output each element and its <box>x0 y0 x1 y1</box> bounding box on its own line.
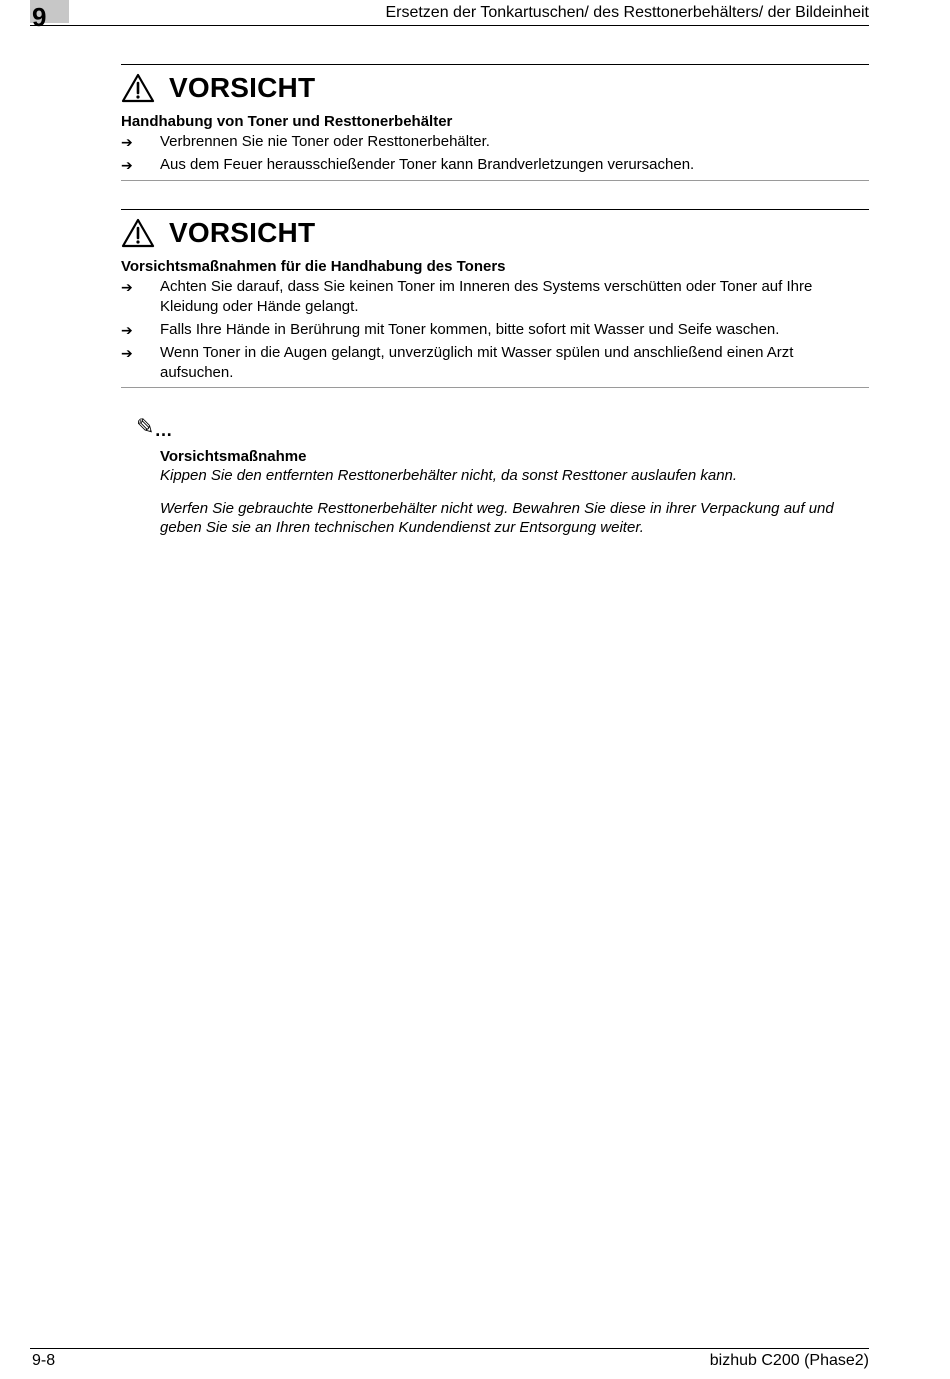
caution-heading <box>121 215 869 251</box>
caution-subtitle: Vorsichtsmaßnahmen für die Handhabung des Toners <box>121 258 506 275</box>
list-item-text: Falls Ihre Hände in Berührung mit Toner kommen, bitte sofort mit Wasser und Seife waschen. <box>160 321 780 338</box>
note-box <box>136 415 869 537</box>
running-header-title: Ersetzen der Tonkartuschen/ des Resttonerbehälters/ der Bildeinheit <box>385 4 869 21</box>
caution-title: VORSICHT <box>169 72 316 103</box>
caution-subtitle: Handhabung von Toner und Resttonerbehälter <box>121 113 453 130</box>
caution-heading <box>121 70 869 106</box>
list-item <box>121 343 869 383</box>
list-item-text: Wenn Toner in die Augen gelangt, unverzüglich mit Wasser spülen und anschließend einen Arzt aufsuchen. <box>160 344 794 381</box>
list-item <box>121 277 869 317</box>
note-paragraph: Kippen Sie den entfernten Resttonerbehälter nicht, da sonst Resttoner auslaufen kann. <box>160 467 738 484</box>
caution2-top-rule <box>121 209 869 210</box>
caution1-bottom-rule <box>121 180 869 181</box>
warning-triangle-icon <box>121 218 155 248</box>
footer-divider <box>30 1348 869 1349</box>
product-name: bizhub C200 (Phase2) <box>709 1352 869 1369</box>
note-body <box>160 447 869 537</box>
arrow-bullet-icon: ➔ <box>121 134 133 150</box>
caution2-bottom-rule <box>121 387 869 388</box>
note-title: Vorsichtsmaßnahme <box>160 448 307 465</box>
chapter-number: 9 <box>32 2 47 32</box>
header-divider <box>30 25 869 26</box>
list-item <box>121 320 869 340</box>
arrow-bullet-icon: ➔ <box>121 157 133 173</box>
list-item <box>121 132 869 152</box>
caution-box-1 <box>121 70 869 175</box>
list-item <box>121 155 869 175</box>
caution-box-2 <box>121 215 869 383</box>
list-item-text: Aus dem Feuer herausschießender Toner kann Brandverletzungen verursachen. <box>160 156 695 173</box>
arrow-bullet-icon: ➔ <box>121 279 133 295</box>
caution-title: VORSICHT <box>169 217 316 248</box>
arrow-bullet-icon: ➔ <box>121 322 133 338</box>
caution1-top-rule <box>121 64 869 65</box>
list-item-text: Verbrennen Sie nie Toner oder Resttonerbehälter. <box>160 133 490 150</box>
arrow-bullet-icon: ➔ <box>121 345 133 361</box>
note-paragraph: Werfen Sie gebrauchte Resttonerbehälter nicht weg. Bewahren Sie diese in ihrer Verpackung auf und geben Sie sie an Ihren technischen Kundendienst zur Entsorgung weiter. <box>160 500 834 536</box>
pencil-note-icon: ✎… <box>136 414 173 440</box>
list-item-text: Achten Sie darauf, dass Sie keinen Toner im Inneren des Systems verschütten oder Toner auf Ihre Kleidung oder Hände gelangt. <box>160 278 813 315</box>
warning-triangle-icon <box>121 73 155 103</box>
page-number: 9-8 <box>32 1352 56 1369</box>
